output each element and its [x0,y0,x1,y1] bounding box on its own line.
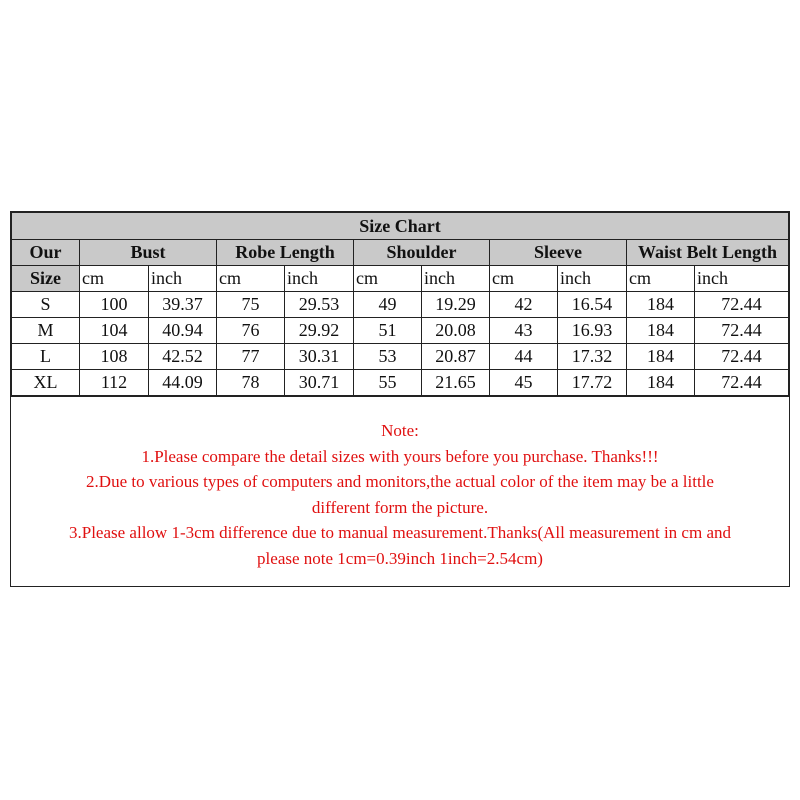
size-label: M [12,318,80,344]
unit-inch: inch [285,266,354,292]
bust-inch: 42.52 [149,344,217,370]
shoulder-inch: 21.65 [422,370,490,396]
shoulder-cm: 55 [354,370,422,396]
header-size: Size [12,266,80,292]
size-chart [10,211,790,587]
table-row [12,318,789,344]
size-label: S [12,292,80,318]
sleeve-cm: 45 [490,370,558,396]
note-line-1: 1.Please compare the detail sizes with yours before you purchase. Thanks!!! [141,446,659,466]
header-our: Our [12,240,80,266]
header-shoulder: Shoulder [354,240,490,266]
shoulder-inch: 19.29 [422,292,490,318]
notes-section [11,396,789,586]
unit-inch: inch [422,266,490,292]
belt-inch: 72.44 [695,370,789,396]
robe-inch: 30.71 [285,370,354,396]
shoulder-cm: 49 [354,292,422,318]
sleeve-cm: 42 [490,292,558,318]
sleeve-cm: 43 [490,318,558,344]
bust-cm: 112 [80,370,149,396]
bust-cm: 108 [80,344,149,370]
robe-cm: 77 [217,344,285,370]
sleeve-inch: 16.93 [558,318,627,344]
shoulder-inch: 20.87 [422,344,490,370]
unit-cm: cm [80,266,149,292]
header-bust: Bust [80,240,217,266]
sleeve-inch: 17.72 [558,370,627,396]
belt-inch: 72.44 [695,292,789,318]
robe-cm: 75 [217,292,285,318]
note-heading: Note: [381,421,419,440]
unit-cm: cm [217,266,285,292]
note-line-2a: 2.Due to various types of computers and monitors,the actual color of the item may be a little [86,472,714,491]
unit-cm: cm [490,266,558,292]
belt-cm: 184 [627,344,695,370]
belt-cm: 184 [627,292,695,318]
size-label: L [12,344,80,370]
bust-inch: 44.09 [149,370,217,396]
size-table [11,212,789,396]
unit-inch: inch [558,266,627,292]
sleeve-inch: 17.32 [558,344,627,370]
bust-cm: 104 [80,318,149,344]
table-row [12,370,789,396]
unit-cm: cm [354,266,422,292]
robe-cm: 76 [217,318,285,344]
shoulder-cm: 51 [354,318,422,344]
belt-cm: 184 [627,370,695,396]
shoulder-cm: 53 [354,344,422,370]
belt-inch: 72.44 [695,318,789,344]
bust-cm: 100 [80,292,149,318]
table-row [12,292,789,318]
bust-inch: 39.37 [149,292,217,318]
note-line-3b: please note 1cm=0.39inch 1inch=2.54cm) [257,548,543,568]
robe-inch: 29.92 [285,318,354,344]
table-row [12,344,789,370]
sleeve-inch: 16.54 [558,292,627,318]
belt-inch: 72.44 [695,344,789,370]
header-robe-length: Robe Length [217,240,354,266]
sleeve-cm: 44 [490,344,558,370]
shoulder-inch: 20.08 [422,318,490,344]
unit-cm: cm [627,266,695,292]
size-label: XL [12,370,80,396]
belt-cm: 184 [627,318,695,344]
robe-inch: 30.31 [285,344,354,370]
unit-inch: inch [149,266,217,292]
bust-inch: 40.94 [149,318,217,344]
header-waist-belt-length: Waist Belt Length [627,240,789,266]
unit-inch: inch [695,266,789,292]
note-line-2b: different form the picture. [311,497,489,517]
note-line-3a: 3.Please allow 1-3cm difference due to manual measurement.Thanks(All measurement in cm and [69,523,731,542]
chart-title: Size Chart [12,213,789,240]
header-sleeve: Sleeve [490,240,627,266]
robe-cm: 78 [217,370,285,396]
robe-inch: 29.53 [285,292,354,318]
